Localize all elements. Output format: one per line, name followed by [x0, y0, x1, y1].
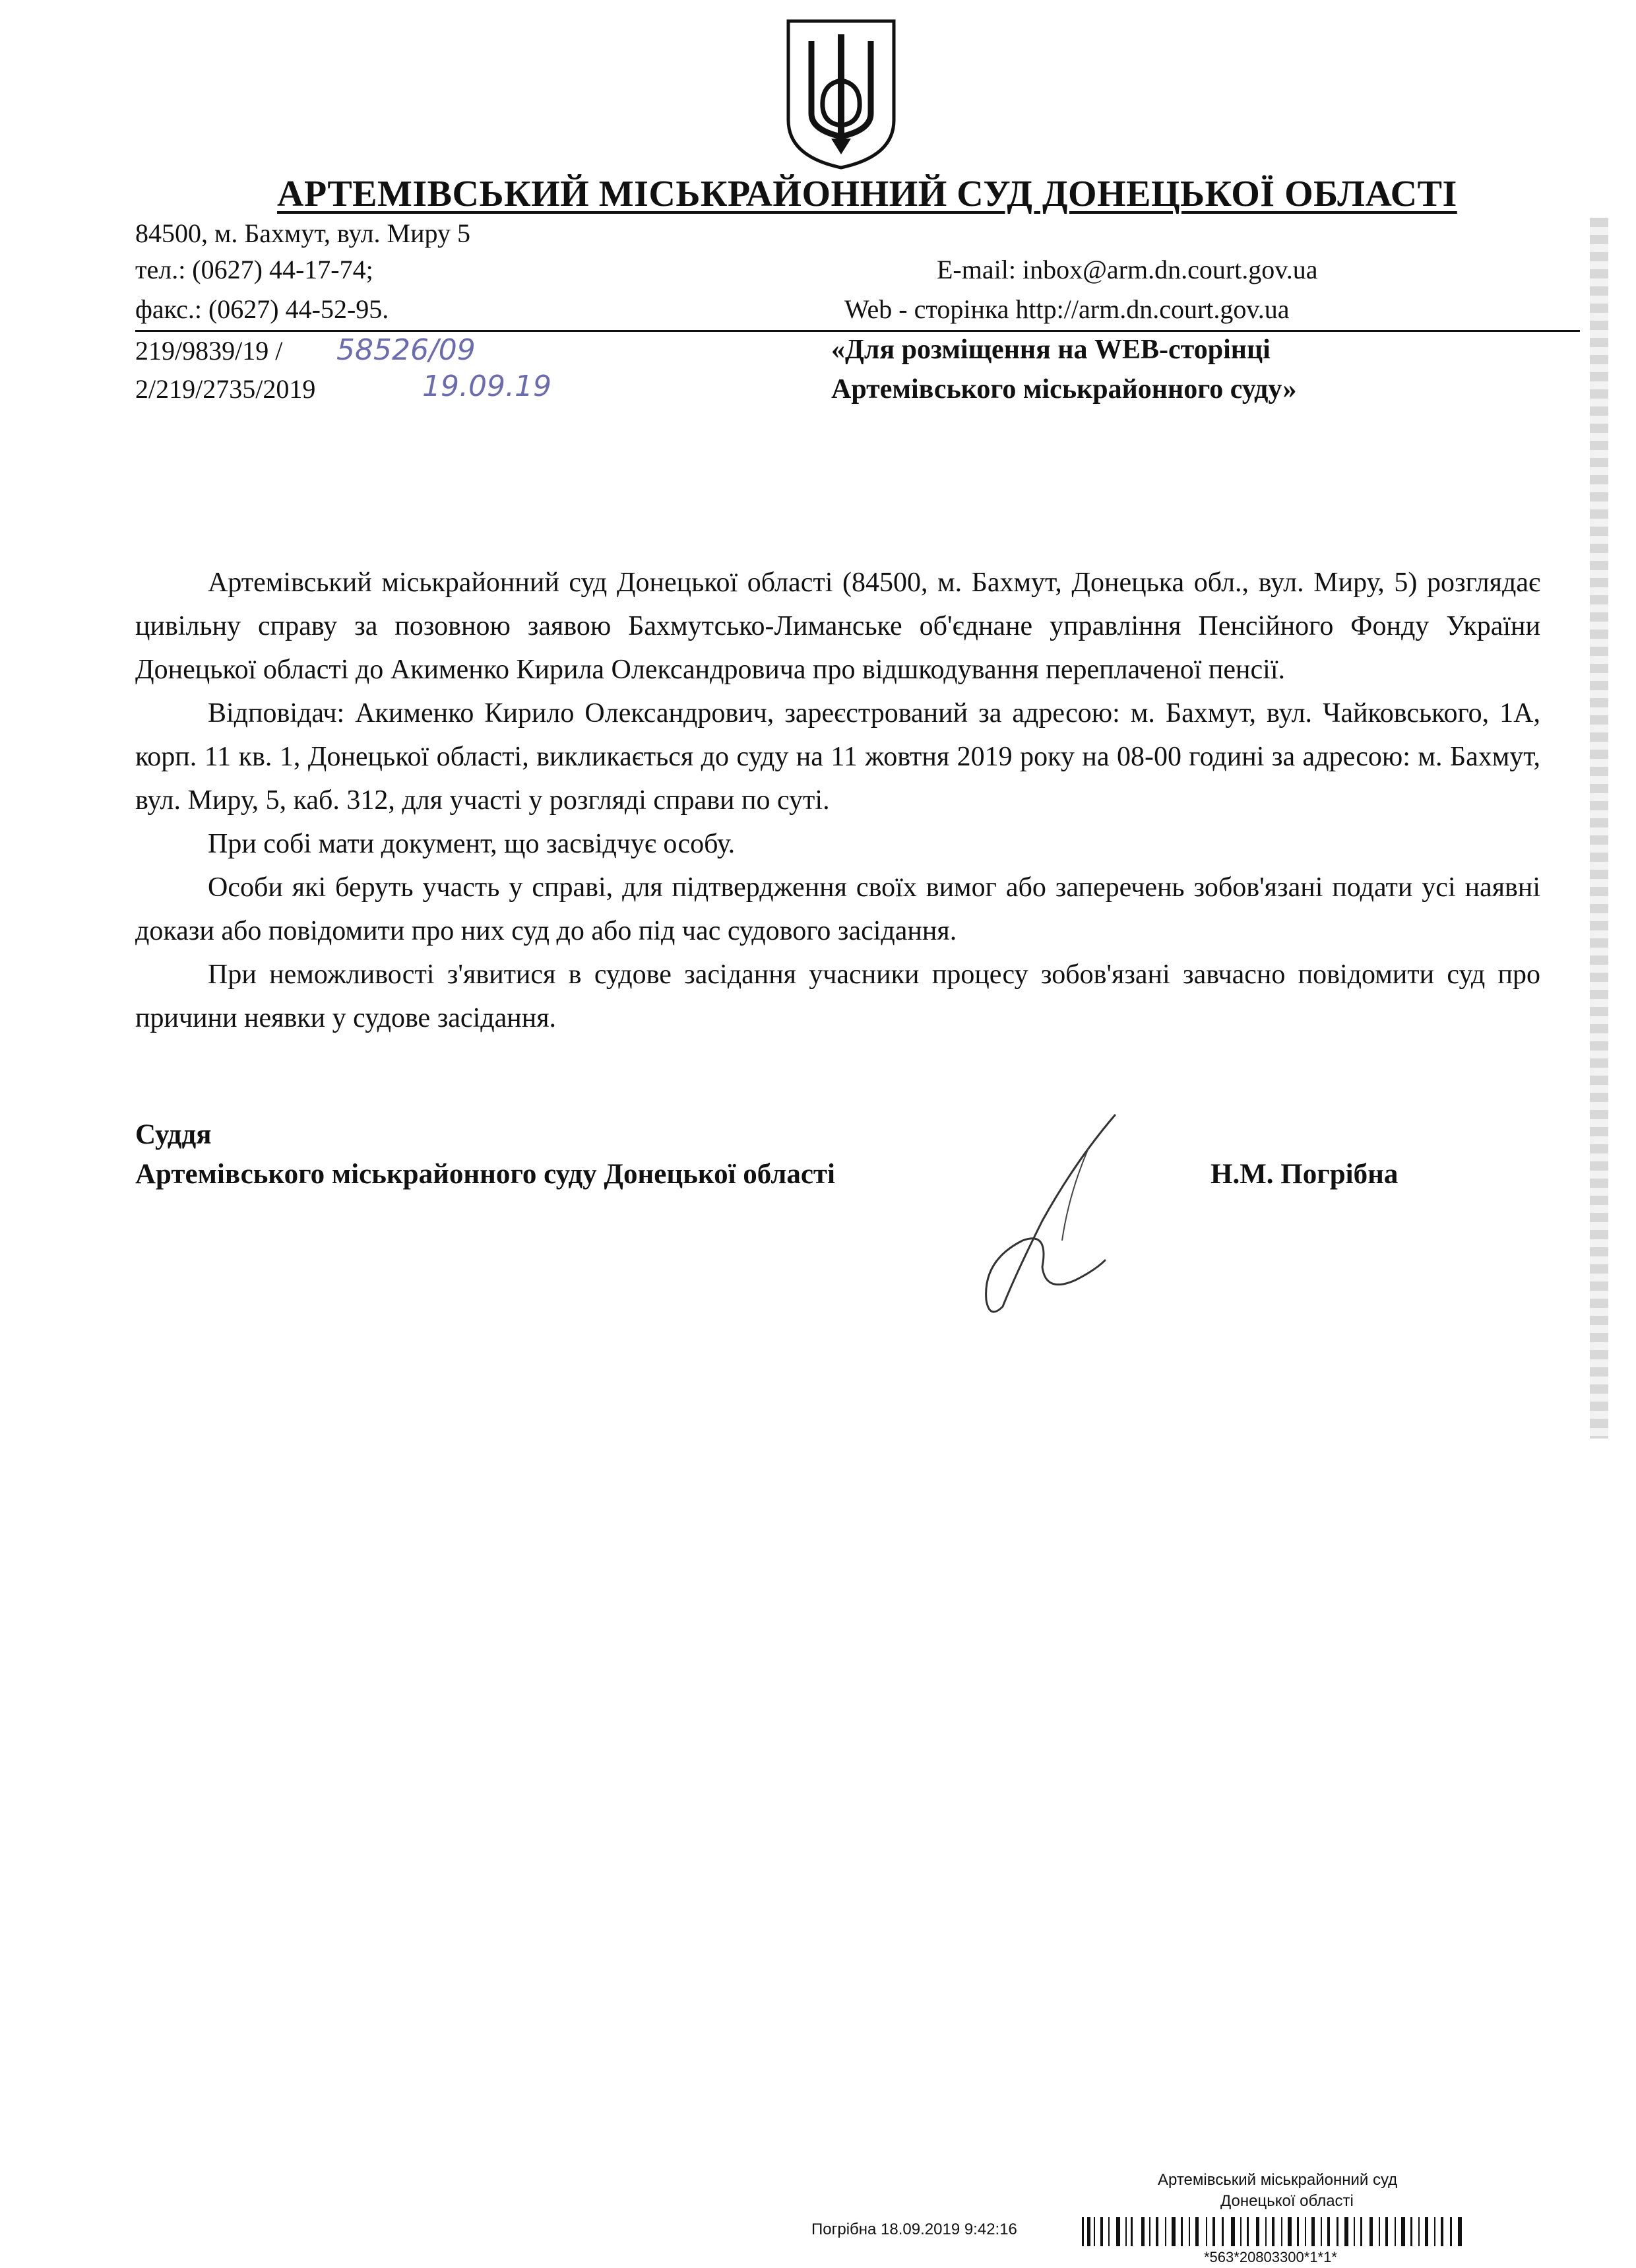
court-email: E-mail: inbox@arm.dn.court.gov.ua: [937, 255, 1318, 284]
stamp-court-line1: Артемівський міськрайонний суд: [1158, 2171, 1398, 2189]
notice-body: [135, 561, 1540, 1040]
paragraph: Відповідач: Акименко Кирило Олександрович, зареєстрований за адресою: м. Бахмут, вул. Чайковського, 1А, корп. 11 кв. 1, Донецької області, викликається до суду на 11 жовтня 2019 року на 08-00 годині за адресою: м. Бахмут, вул. Миру, 5, каб. 312, для участі у розгляді справи по суті.: [135, 698, 1540, 816]
handwritten-number: 58526/09: [336, 333, 476, 367]
court-name-title: АРТЕМІВСЬКИЙ МІСЬКРАЙОННИЙ СУД ДОНЕЦЬКОЇ ОБЛАСТІ: [277, 174, 1457, 214]
barcode-icon: [1082, 2217, 1464, 2246]
handwritten-signature-icon: [963, 1109, 1161, 1326]
court-website: Web - сторінка http://arm.dn.court.gov.ua: [844, 294, 1290, 324]
web-note-line1: «Для розміщення на WEB-сторінці: [831, 335, 1271, 365]
court-phone: тел.: (0627) 44-17-74;: [135, 255, 373, 284]
web-note-line2: Артемівського міськрайонного суду»: [831, 374, 1297, 405]
court-address: 84500, м. Бахмут, вул. Миру 5: [135, 218, 470, 248]
header-divider: [135, 330, 1580, 332]
signature-court: Артемівського міськрайонного суду Донецької області: [135, 1159, 835, 1190]
paragraph: Особи які беруть участь у справі, для підтвердження своїх вимог або заперечень зобов'язані подати усі наявні докази або повідомити про них суд до або під час судового засідання.: [135, 872, 1540, 946]
stamp-registered: Погрібна 18.09.2019 9:42:16: [811, 2220, 1017, 2238]
stamp-court-line2: Донецької області: [1220, 2192, 1354, 2210]
case-number: 219/9839/19 /: [135, 336, 283, 366]
paragraph: Артемівський міськрайонний суд Донецької області (84500, м. Бахмут, Донецька обл., вул. Миру, 5) розглядає цивільну справу за позовною заявою Бахмутсько-Лиманське об'єднане управління Пенсійного Фонду України Донецької області до Акименко Кирила Олександровича про відшкодування переплаченої пенсії.: [135, 567, 1540, 685]
scan-edge-artifact: [1590, 218, 1608, 1439]
judge-name: Н.М. Погрібна: [1211, 1159, 1399, 1190]
coat-of-arms-icon: [782, 15, 900, 173]
barcode-text: *563*20803300*1*1*: [1204, 2249, 1337, 2265]
signature-title: Суддя: [135, 1119, 212, 1150]
paragraph: При собі мати документ, що засвідчує особу.: [208, 829, 736, 859]
proceeding-number: 2/219/2735/2019: [135, 374, 316, 404]
handwritten-date: 19.09.19: [422, 370, 551, 403]
court-fax: факс.: (0627) 44-52-95.: [135, 294, 389, 324]
paragraph: При неможливості з'явитися в судове засідання учасники процесу зобов'язані завчасно повідомити суд про причини неявки у судове засідання.: [135, 959, 1540, 1033]
